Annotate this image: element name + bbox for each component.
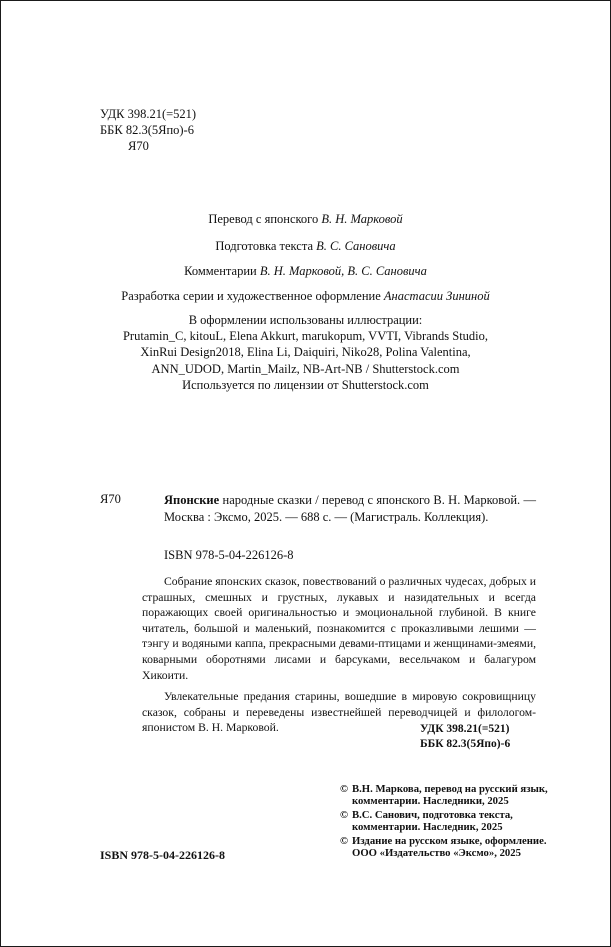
udk-code: УДК 398.21(=521)	[420, 723, 510, 735]
udk-block-right	[420, 722, 536, 752]
bibliography-record	[164, 492, 536, 526]
bibliography-code: Я70	[100, 492, 121, 506]
copyright-item: © В.Н. Маркова, перевод на русский язык, комментарии. Наследники, 2025	[340, 783, 548, 808]
illustrations-intro: В оформлении использованы иллюстрации:	[188, 313, 423, 327]
annotation	[142, 574, 536, 736]
annotation-paragraph: Увлекательные предания старины, вошедшие в мировую сокровищницу сказок, собраны и переведены известнейшей переводчицей и филологом-японистом В. Н. Марковой.	[142, 690, 536, 735]
credit-series-design: Разработка серии и художественное оформление Анастасии Зининой	[121, 289, 490, 303]
copyright-item: © Издание на русском языке, оформление. ООО «Издательство «Эксмо», 2025	[340, 834, 547, 860]
credit-comments: Комментарии В. Н. Марковой, В. С. Сановича	[184, 264, 427, 278]
credit-translation: Перевод с японского В. Н. Марковой	[208, 212, 403, 226]
copyright-symbol: ©	[340, 808, 348, 821]
illustrations-license: Используется по лицензии от Shutterstock.com	[182, 377, 429, 392]
bbk-code: ББК 82.3(5Япо)-6	[100, 123, 194, 137]
annotation-paragraph: Собрание японских сказок, повествований о различных чудесах, добрых и страшных, смешных и грустных, лукавых и назидательных и всегда поражающих своей оригинальностью и эмоциональной глубиной. В книге читатель, большой и маленький, познакомится с проказливыми лешими — тэнгу и водяными каппа, прекрасными девами-птицами и женщинами-змеями, коварными оборотнями лисами и барсуками, весельчаком и балагуром Хикоити.	[142, 575, 536, 682]
illustrations-line: Prutamin_C, kitouL, Elena Akkurt, marukopum, VVTI, Vibrands Studio,	[122, 329, 489, 344]
illustrations-line: ANN_UDOD, Martin_Mailz, NB-Art-NB / Shutterstock.com	[151, 361, 460, 376]
illustrations-block	[60, 312, 551, 393]
copyright-symbol: ©	[340, 834, 348, 847]
credit-text-prep: Подготовка текста В. С. Сановича	[215, 239, 396, 253]
copyright-block	[340, 783, 548, 860]
isbn-bottom: ISBN 978-5-04-226126-8	[100, 848, 225, 862]
author-mark: Я70	[128, 139, 149, 153]
bibliography-isbn: ISBN 978-5-04-226126-8	[164, 548, 294, 562]
bibliography-title: Японские	[164, 493, 220, 507]
bibliography-details: народные сказки / перевод с японского В. Н. Марковой. — Москва : Эксмо, 2025. — 688 с. — (Магистраль. Коллекция).	[164, 493, 536, 524]
copyright-symbol: ©	[340, 783, 348, 795]
bbk-code: ББК 82.3(5Япо)-6	[420, 738, 511, 750]
udk-block-top	[100, 106, 196, 154]
copyright-item: © В.С. Санович, подготовка текста, комментарии. Наследник, 2025	[340, 808, 513, 834]
illustrations-line: XinRui Design2018, Elina Li, Daiquiri, Niko28, Polina Valentina,	[140, 345, 471, 360]
udk-code: УДК 398.21(=521)	[100, 107, 197, 121]
